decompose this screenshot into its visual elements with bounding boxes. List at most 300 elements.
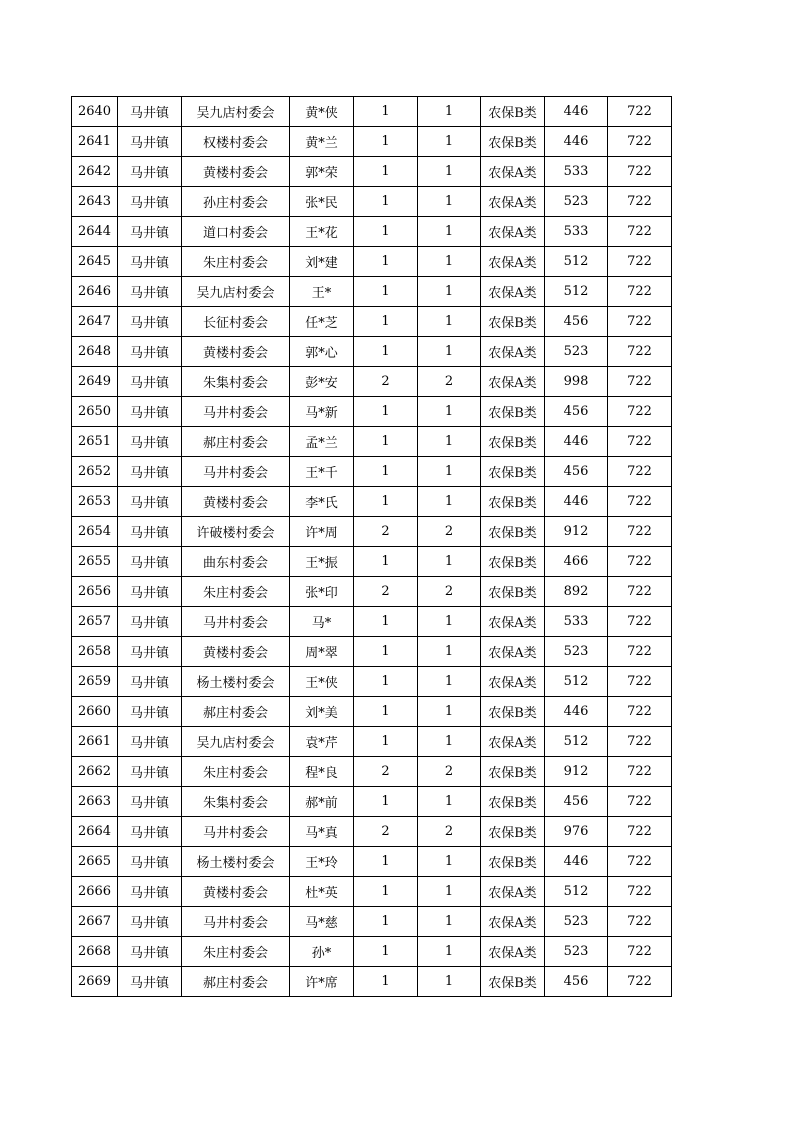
standard-cell: 722 [608,667,672,697]
standard-cell: 722 [608,307,672,337]
town-cell: 马井镇 [118,877,182,907]
person-count-cell: 1 [418,667,481,697]
row-number-cell: 2652 [72,457,118,487]
person-name-cell: 刘*美 [290,697,354,727]
standard-cell: 722 [608,697,672,727]
household-count-cell: 1 [354,937,418,967]
insurance-type-cell: 农保B类 [481,967,545,997]
person-name-cell: 郭*心 [290,337,354,367]
table-row [72,847,672,877]
insurance-type-cell: 农保A类 [481,637,545,667]
town-cell: 马井镇 [118,337,182,367]
amount-cell: 533 [545,607,608,637]
person-name-cell: 孙* [290,937,354,967]
table-row [72,427,672,457]
insurance-type-cell: 农保A类 [481,277,545,307]
person-count-cell: 2 [418,577,481,607]
insurance-type-cell: 农保B类 [481,487,545,517]
household-count-cell: 1 [354,487,418,517]
amount-cell: 446 [545,697,608,727]
amount-cell: 446 [545,97,608,127]
standard-cell: 722 [608,187,672,217]
amount-cell: 512 [545,877,608,907]
village-committee-cell: 朱庄村委会 [182,577,290,607]
row-number-cell: 2658 [72,637,118,667]
person-count-cell: 1 [418,217,481,247]
row-number-cell: 2669 [72,967,118,997]
row-number-cell: 2642 [72,157,118,187]
insurance-type-cell: 农保B类 [481,577,545,607]
village-committee-cell: 朱集村委会 [182,787,290,817]
person-count-cell: 1 [418,697,481,727]
standard-cell: 722 [608,277,672,307]
household-count-cell: 1 [354,907,418,937]
town-cell: 马井镇 [118,157,182,187]
table-row [72,277,672,307]
town-cell: 马井镇 [118,817,182,847]
insurance-type-cell: 农保B类 [481,517,545,547]
row-number-cell: 2646 [72,277,118,307]
standard-cell: 722 [608,397,672,427]
table-row [72,247,672,277]
person-count-cell: 1 [418,247,481,277]
standard-cell: 722 [608,607,672,637]
row-number-cell: 2657 [72,607,118,637]
amount-cell: 456 [545,397,608,427]
amount-cell: 512 [545,247,608,277]
amount-cell: 976 [545,817,608,847]
person-count-cell: 1 [418,457,481,487]
person-count-cell: 1 [418,337,481,367]
town-cell: 马井镇 [118,247,182,277]
town-cell: 马井镇 [118,577,182,607]
standard-cell: 722 [608,577,672,607]
person-name-cell: 黄*兰 [290,127,354,157]
amount-cell: 523 [545,637,608,667]
row-number-cell: 2654 [72,517,118,547]
household-count-cell: 1 [354,847,418,877]
row-number-cell: 2644 [72,217,118,247]
village-committee-cell: 黄楼村委会 [182,877,290,907]
insurance-type-cell: 农保A类 [481,667,545,697]
insurance-type-cell: 农保B类 [481,847,545,877]
town-cell: 马井镇 [118,697,182,727]
amount-cell: 998 [545,367,608,397]
table-row [72,127,672,157]
amount-cell: 533 [545,157,608,187]
standard-cell: 722 [608,817,672,847]
town-cell: 马井镇 [118,427,182,457]
row-number-cell: 2662 [72,757,118,787]
village-committee-cell: 曲东村委会 [182,547,290,577]
household-count-cell: 2 [354,817,418,847]
standard-cell: 722 [608,247,672,277]
person-count-cell: 1 [418,877,481,907]
person-name-cell: 王*玲 [290,847,354,877]
table-row [72,757,672,787]
town-cell: 马井镇 [118,217,182,247]
town-cell: 马井镇 [118,307,182,337]
row-number-cell: 2660 [72,697,118,727]
amount-cell: 523 [545,907,608,937]
row-number-cell: 2651 [72,427,118,457]
row-number-cell: 2665 [72,847,118,877]
town-cell: 马井镇 [118,457,182,487]
table-row [72,337,672,367]
table-row [72,547,672,577]
town-cell: 马井镇 [118,277,182,307]
amount-cell: 533 [545,217,608,247]
standard-cell: 722 [608,457,672,487]
row-number-cell: 2641 [72,127,118,157]
household-count-cell: 1 [354,337,418,367]
row-number-cell: 2648 [72,337,118,367]
village-committee-cell: 朱庄村委会 [182,937,290,967]
household-count-cell: 1 [354,607,418,637]
household-count-cell: 1 [354,547,418,577]
table-row [72,517,672,547]
village-committee-cell: 许破楼村委会 [182,517,290,547]
insurance-type-cell: 农保A类 [481,727,545,757]
table-row [72,697,672,727]
person-count-cell: 1 [418,157,481,187]
amount-cell: 523 [545,937,608,967]
person-name-cell: 黄*侠 [290,97,354,127]
standard-cell: 722 [608,937,672,967]
person-name-cell: 张*印 [290,577,354,607]
town-cell: 马井镇 [118,937,182,967]
person-count-cell: 1 [418,127,481,157]
person-name-cell: 张*民 [290,187,354,217]
person-name-cell: 王*花 [290,217,354,247]
household-count-cell: 2 [354,367,418,397]
standard-cell: 722 [608,337,672,367]
table-row [72,97,672,127]
household-count-cell: 1 [354,157,418,187]
town-cell: 马井镇 [118,487,182,517]
household-count-cell: 1 [354,667,418,697]
person-count-cell: 2 [418,517,481,547]
standard-cell: 722 [608,517,672,547]
town-cell: 马井镇 [118,517,182,547]
person-name-cell: 李*氏 [290,487,354,517]
row-number-cell: 2659 [72,667,118,697]
standard-cell: 722 [608,367,672,397]
town-cell: 马井镇 [118,667,182,697]
person-count-cell: 1 [418,97,481,127]
table-row [72,637,672,667]
standard-cell: 722 [608,547,672,577]
standard-cell: 722 [608,877,672,907]
table-row [72,307,672,337]
insurance-type-cell: 农保A类 [481,337,545,367]
town-cell: 马井镇 [118,757,182,787]
table-row [72,577,672,607]
data-table [71,96,672,997]
person-count-cell: 1 [418,937,481,967]
person-name-cell: 程*良 [290,757,354,787]
village-committee-cell: 吴九店村委会 [182,97,290,127]
household-count-cell: 1 [354,217,418,247]
village-committee-cell: 孙庄村委会 [182,187,290,217]
row-number-cell: 2656 [72,577,118,607]
insurance-type-cell: 农保B类 [481,397,545,427]
person-count-cell: 2 [418,757,481,787]
town-cell: 马井镇 [118,727,182,757]
insurance-type-cell: 农保B类 [481,757,545,787]
amount-cell: 512 [545,727,608,757]
household-count-cell: 1 [354,277,418,307]
household-count-cell: 1 [354,247,418,277]
village-committee-cell: 权楼村委会 [182,127,290,157]
village-committee-cell: 吴九店村委会 [182,277,290,307]
amount-cell: 466 [545,547,608,577]
standard-cell: 722 [608,967,672,997]
village-committee-cell: 马井村委会 [182,607,290,637]
village-committee-cell: 郝庄村委会 [182,697,290,727]
row-number-cell: 2640 [72,97,118,127]
row-number-cell: 2647 [72,307,118,337]
row-number-cell: 2668 [72,937,118,967]
table-row [72,727,672,757]
insurance-type-cell: 农保A类 [481,607,545,637]
household-count-cell: 1 [354,457,418,487]
insurance-type-cell: 农保A类 [481,247,545,277]
person-name-cell: 马* [290,607,354,637]
insurance-type-cell: 农保B类 [481,817,545,847]
standard-cell: 722 [608,727,672,757]
amount-cell: 512 [545,277,608,307]
row-number-cell: 2643 [72,187,118,217]
person-count-cell: 1 [418,427,481,457]
person-name-cell: 许*周 [290,517,354,547]
person-name-cell: 马*新 [290,397,354,427]
standard-cell: 722 [608,487,672,517]
household-count-cell: 1 [354,787,418,817]
table-row [72,217,672,247]
household-count-cell: 1 [354,127,418,157]
amount-cell: 523 [545,337,608,367]
insurance-type-cell: 农保B类 [481,307,545,337]
standard-cell: 722 [608,847,672,877]
amount-cell: 456 [545,307,608,337]
person-count-cell: 1 [418,637,481,667]
row-number-cell: 2650 [72,397,118,427]
standard-cell: 722 [608,97,672,127]
amount-cell: 446 [545,427,608,457]
amount-cell: 446 [545,847,608,877]
insurance-type-cell: 农保B类 [481,427,545,457]
village-committee-cell: 杨土楼村委会 [182,847,290,877]
village-committee-cell: 马井村委会 [182,397,290,427]
person-name-cell: 孟*兰 [290,427,354,457]
insurance-type-cell: 农保A类 [481,907,545,937]
household-count-cell: 1 [354,727,418,757]
person-name-cell: 郭*荣 [290,157,354,187]
insurance-type-cell: 农保B类 [481,547,545,577]
insurance-type-cell: 农保A类 [481,367,545,397]
person-count-cell: 1 [418,847,481,877]
village-committee-cell: 黄楼村委会 [182,637,290,667]
village-committee-cell: 郝庄村委会 [182,967,290,997]
person-name-cell: 刘*建 [290,247,354,277]
insurance-type-cell: 农保A类 [481,937,545,967]
insurance-type-cell: 农保A类 [481,217,545,247]
row-number-cell: 2667 [72,907,118,937]
table-row [72,667,672,697]
village-committee-cell: 黄楼村委会 [182,337,290,367]
insurance-type-cell: 农保B类 [481,127,545,157]
household-count-cell: 1 [354,637,418,667]
person-name-cell: 马*慈 [290,907,354,937]
village-committee-cell: 马井村委会 [182,907,290,937]
household-count-cell: 2 [354,517,418,547]
household-count-cell: 1 [354,967,418,997]
row-number-cell: 2655 [72,547,118,577]
person-count-cell: 1 [418,967,481,997]
amount-cell: 912 [545,517,608,547]
standard-cell: 722 [608,157,672,187]
table-row [72,877,672,907]
household-count-cell: 1 [354,97,418,127]
town-cell: 马井镇 [118,97,182,127]
village-committee-cell: 长征村委会 [182,307,290,337]
amount-cell: 456 [545,457,608,487]
amount-cell: 523 [545,187,608,217]
standard-cell: 722 [608,427,672,457]
standard-cell: 722 [608,757,672,787]
amount-cell: 446 [545,487,608,517]
village-committee-cell: 郝庄村委会 [182,427,290,457]
person-name-cell: 周*翠 [290,637,354,667]
person-count-cell: 1 [418,307,481,337]
town-cell: 马井镇 [118,397,182,427]
village-committee-cell: 朱庄村委会 [182,757,290,787]
amount-cell: 446 [545,127,608,157]
village-committee-cell: 吴九店村委会 [182,727,290,757]
insurance-type-cell: 农保A类 [481,157,545,187]
insurance-type-cell: 农保A类 [481,187,545,217]
person-name-cell: 王*千 [290,457,354,487]
person-name-cell: 马*真 [290,817,354,847]
person-count-cell: 1 [418,547,481,577]
person-count-cell: 2 [418,367,481,397]
person-name-cell: 袁*芹 [290,727,354,757]
person-count-cell: 2 [418,817,481,847]
table-row [72,907,672,937]
person-count-cell: 1 [418,787,481,817]
village-committee-cell: 黄楼村委会 [182,157,290,187]
row-number-cell: 2661 [72,727,118,757]
household-count-cell: 1 [354,427,418,457]
table-row [72,487,672,517]
household-count-cell: 1 [354,187,418,217]
row-number-cell: 2666 [72,877,118,907]
table-row [72,967,672,997]
row-number-cell: 2645 [72,247,118,277]
household-count-cell: 1 [354,877,418,907]
amount-cell: 892 [545,577,608,607]
standard-cell: 722 [608,127,672,157]
insurance-type-cell: 农保B类 [481,97,545,127]
person-name-cell: 王*振 [290,547,354,577]
insurance-type-cell: 农保A类 [481,877,545,907]
person-name-cell: 郝*前 [290,787,354,817]
town-cell: 马井镇 [118,967,182,997]
person-name-cell: 王* [290,277,354,307]
household-count-cell: 1 [354,307,418,337]
amount-cell: 456 [545,967,608,997]
insurance-type-cell: 农保B类 [481,457,545,487]
town-cell: 马井镇 [118,787,182,817]
village-committee-cell: 朱集村委会 [182,367,290,397]
person-name-cell: 许*席 [290,967,354,997]
household-count-cell: 2 [354,757,418,787]
town-cell: 马井镇 [118,367,182,397]
row-number-cell: 2664 [72,817,118,847]
table-row [72,367,672,397]
village-committee-cell: 朱庄村委会 [182,247,290,277]
insurance-type-cell: 农保B类 [481,787,545,817]
standard-cell: 722 [608,787,672,817]
insurance-type-cell: 农保B类 [481,697,545,727]
town-cell: 马井镇 [118,907,182,937]
table-row [72,817,672,847]
row-number-cell: 2653 [72,487,118,517]
village-committee-cell: 黄楼村委会 [182,487,290,517]
table-row [72,157,672,187]
town-cell: 马井镇 [118,607,182,637]
village-committee-cell: 马井村委会 [182,457,290,487]
person-name-cell: 彭*安 [290,367,354,397]
standard-cell: 722 [608,637,672,667]
row-number-cell: 2649 [72,367,118,397]
person-count-cell: 1 [418,397,481,427]
person-count-cell: 1 [418,607,481,637]
person-count-cell: 1 [418,727,481,757]
table-body [72,97,672,997]
town-cell: 马井镇 [118,127,182,157]
town-cell: 马井镇 [118,547,182,577]
village-committee-cell: 道口村委会 [182,217,290,247]
table-row [72,787,672,817]
amount-cell: 912 [545,757,608,787]
amount-cell: 512 [545,667,608,697]
household-count-cell: 1 [354,397,418,427]
household-count-cell: 2 [354,577,418,607]
household-count-cell: 1 [354,697,418,727]
table-row [72,937,672,967]
table-row [72,187,672,217]
person-name-cell: 任*芝 [290,307,354,337]
town-cell: 马井镇 [118,847,182,877]
table-row [72,457,672,487]
person-count-cell: 1 [418,187,481,217]
standard-cell: 722 [608,217,672,247]
amount-cell: 456 [545,787,608,817]
row-number-cell: 2663 [72,787,118,817]
town-cell: 马井镇 [118,637,182,667]
standard-cell: 722 [608,907,672,937]
village-committee-cell: 杨土楼村委会 [182,667,290,697]
person-count-cell: 1 [418,487,481,517]
table-row [72,607,672,637]
person-count-cell: 1 [418,907,481,937]
person-name-cell: 杜*英 [290,877,354,907]
person-name-cell: 王*侠 [290,667,354,697]
person-count-cell: 1 [418,277,481,307]
table-row [72,397,672,427]
